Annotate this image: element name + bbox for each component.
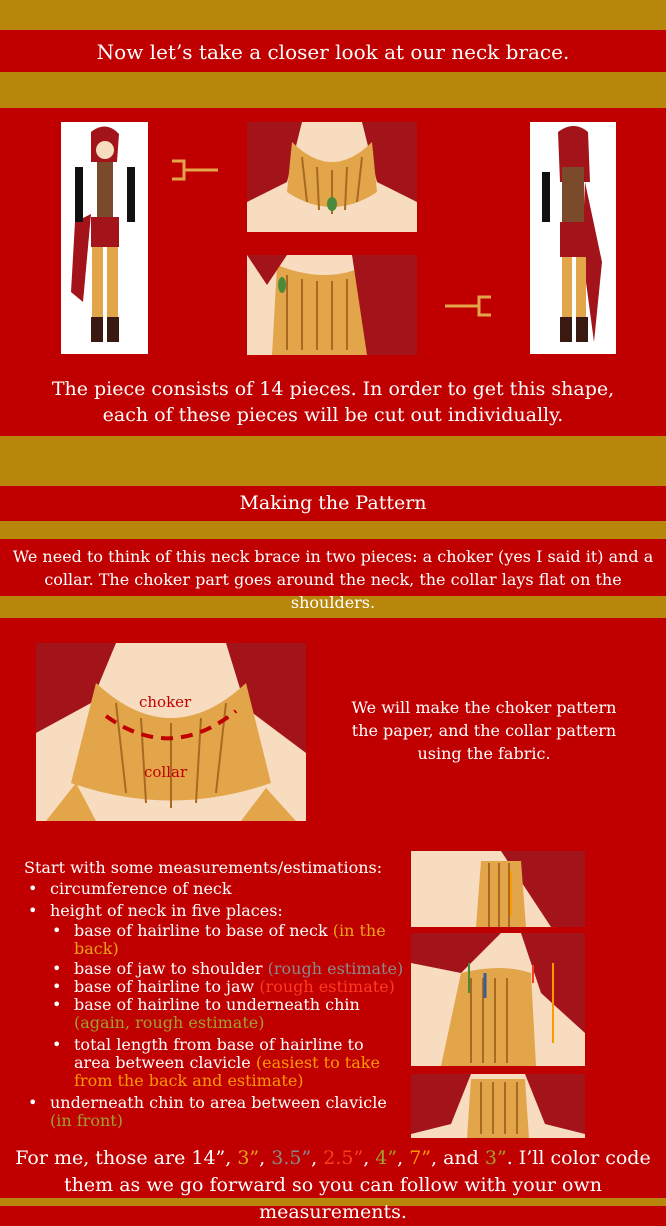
pieces-description: The piece consists of 14 pieces. In order to get this shape, each of these pieces will be cut out individually. [51, 378, 615, 426]
page-title: Now let’s take a closer look at our neck brace. [96, 40, 570, 64]
pattern-note: We will make the choker pattern the paper, and the collar pattern using the fabric. [351, 698, 617, 763]
gold-band [0, 521, 666, 539]
list-item: • circumference of neck [24, 880, 404, 898]
list-item: • base of hairline to jaw (rough estimate) [50, 978, 404, 996]
neck-back-photo [411, 851, 585, 927]
intro-paragraph: We need to think of this neck brace in two pieces: a choker (yes I said it) and a collar. The choker part goes around the neck, the collar lays flat on the shoulders. [12, 547, 654, 612]
list-item: • underneath chin to area between clavicle (in front) [24, 1094, 404, 1130]
bracket-arrow-icon [170, 158, 220, 182]
neck-side-photo [411, 933, 585, 1066]
collar-label: collar [144, 763, 188, 781]
footer-text: For me, those are 14”, 3”, 3.5”, 2.5”, 4”, 7”, and 3”. I’ll color code them as we go forward so you can follow with your own measurements. [15, 1147, 651, 1223]
gold-band-top [0, 0, 666, 30]
choker-collar-diagram [36, 643, 306, 821]
gold-band [0, 436, 666, 486]
neck-front-photo [411, 1074, 585, 1138]
list-item: • base of jaw to shoulder (rough estimate) [50, 960, 404, 978]
front-figure-image [61, 122, 148, 354]
back-figure-image [530, 122, 616, 354]
list-item: • total length from base of hairline to area between clavicle (easiest to take from the back and estimate) [50, 1036, 404, 1090]
gold-band [0, 72, 666, 108]
neck-side-closeup-image [247, 255, 417, 355]
measurement-list [24, 880, 404, 1130]
list-item: • base of hairline to base of neck (in the back) [50, 922, 404, 958]
measure-intro: Start with some measurements/estimations: [24, 858, 383, 877]
neck-front-closeup-image [247, 122, 417, 232]
bracket-arrow-icon [443, 294, 493, 318]
section-title: Making the Pattern [239, 492, 427, 514]
list-item: • height of neck in five places: • base of hairline to base of neck (in the back) • base of jaw to shoulder (rough estimate) • base of hairline to jaw (rough estimate) • base of hairline to underneath chin (again, rough estimate) • total length from base of hairline to area between clavicle (easiest to take from the back and estimate) [24, 902, 404, 1090]
list-item: • base of hairline to underneath chin (again, rough estimate) [50, 996, 404, 1032]
choker-label: choker [139, 693, 192, 711]
